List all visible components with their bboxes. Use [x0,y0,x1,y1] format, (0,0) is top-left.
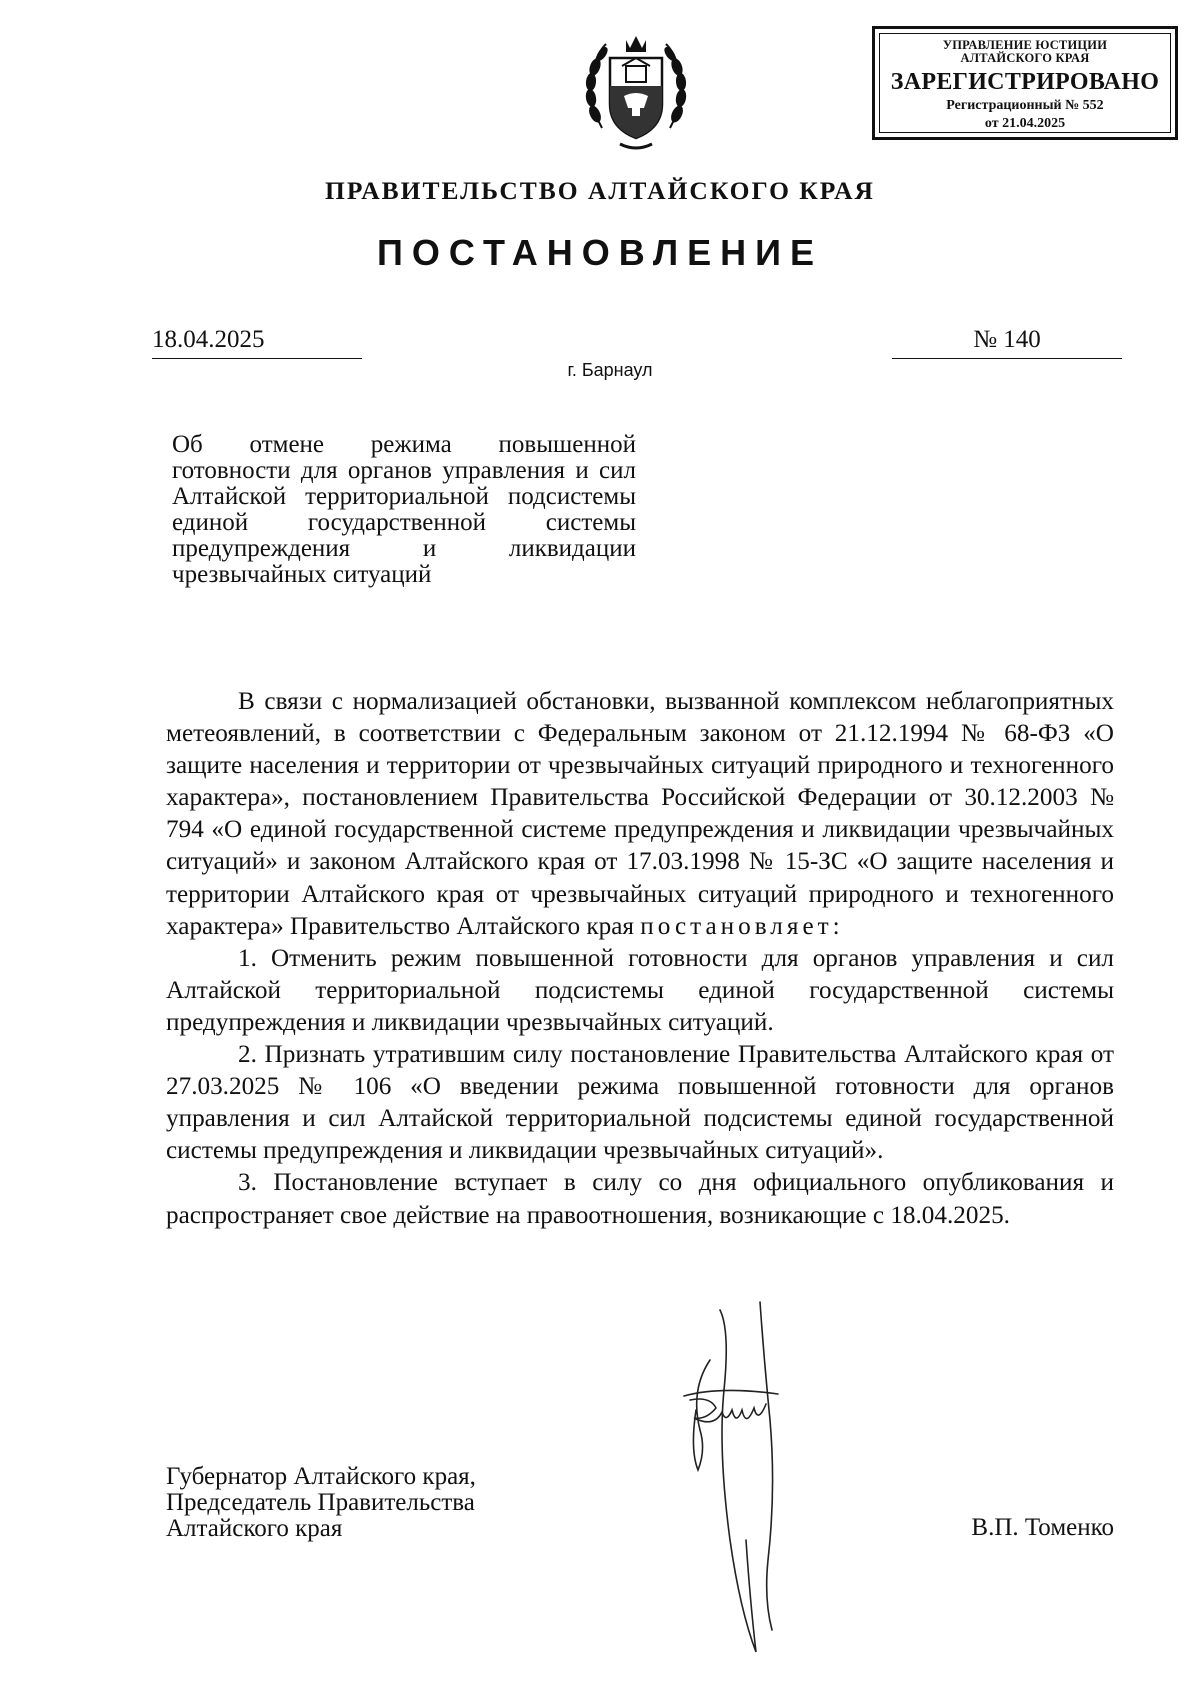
stamp-status: ЗАРЕГИСТРИРОВАНО [890,69,1160,95]
stamp-reg-number: Регистрационный № 552 [946,98,1104,113]
date-underline [152,358,362,359]
document-subject: Об отмене режима повышенной готовности для органов управления и сил Алтайской территориальной подсистемы единой государственной системы предупреждения и ликвидации чрезвычайных ситуаций [172,431,636,588]
preamble-paragraph [166,686,1114,943]
resolves-text: постановляет: [640,912,844,940]
document-number: № 140 [973,326,1041,353]
handwritten-signature [660,1300,860,1660]
stamp-org-line2: АЛТАЙСКОГО КРАЯ [960,51,1090,65]
signatory-position-line3: Алтайского края [166,1515,343,1542]
signatory-position [166,1464,476,1542]
city: г. Барнаул [567,360,653,380]
coat-of-arms-icon [580,28,692,160]
document-date: 18.04.2025 [152,326,265,353]
stamp-org-line1: УПРАВЛЕНИЕ ЮСТИЦИИ [942,38,1108,52]
signatory-position-line2: Председатель Правительства [166,1489,475,1516]
document-type: ПОСТАНОВЛЕНИЕ [377,232,823,273]
item-2: 2. Признать утратившим силу постановление Правительства Алтайского края от 27.03.2025 № 106 «О введении режима повышенной готовности для органов управления и сил Алтайской территориальной подсистемы единой государственной системы предупреждения и ликвидации чрезвычайных ситуаций». [166,1041,1114,1165]
stamp-reg-date: от 21.04.2025 [984,116,1066,131]
document-body [166,686,1114,1232]
signatory-position-line1: Губернатор Алтайского края, [166,1463,476,1490]
registration-stamp [872,26,1178,140]
item-3: 3. Постановление вступает в силу со дня официального опубликования и распространяет свое действие на правоотношения, возникающие с 18.04.2025. [166,1169,1114,1229]
number-underline [892,358,1122,359]
preamble-text: В связи с нормализацией обстановки, вызванной комплексом неблагоприятных метеоявлений, в соответствии с Федеральным законом от 21.12.1994 № 68-ФЗ «О защите населения и территории от чрезвычайных ситуаций природного и техногенного характера», постановлением Правительства Российской Федерации от 30.12.2003 № 794 «О единой государственной системе предупреждения и ликвидации чрезвычайных ситуаций» и законом Алтайского края от 17.03.1998 № 15-ЗС «О защите населения и территории Алтайского края от чрезвычайных ситуаций природного и техногенного характера» Правительство Алтайского края [166,688,1114,940]
item-1: 1. Отменить режим повышенной готовности для органов управления и сил Алтайской территориальной подсистемы единой государственной системы предупреждения и ликвидации чрезвычайных ситуаций. [166,944,1114,1036]
government-name: ПРАВИТЕЛЬСТВО АЛТАЙСКОГО КРАЯ [325,176,875,205]
signatory-name: В.П. Томенко [971,1514,1114,1541]
